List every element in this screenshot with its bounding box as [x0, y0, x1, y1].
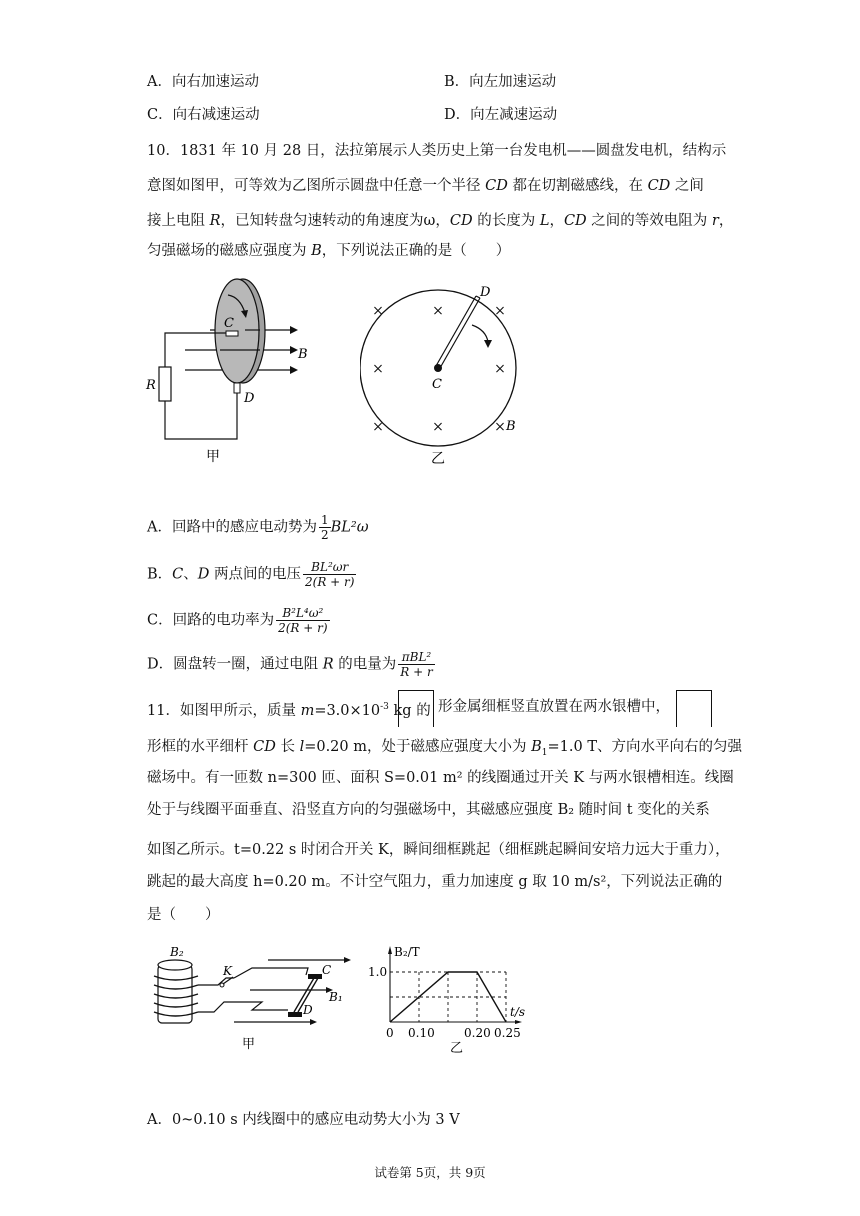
graph-ytick: 1.0 — [368, 965, 388, 979]
svg-text:×: × — [494, 361, 506, 377]
jia-label-r: R — [146, 378, 156, 393]
q10-stem-line1: 10．1831 年 10 月 28 日，法拉第展示人类历史上第一台发电机——圆盘发电机，结构示 — [147, 143, 727, 159]
jia-caption: 甲 — [206, 449, 220, 465]
graph-xtick-1: 0.10 — [408, 1026, 435, 1040]
q10-figure-jia — [140, 275, 320, 470]
graph-xtick-0: 0 — [386, 1026, 394, 1040]
jia-label-b: B — [298, 347, 308, 362]
q11-figure-yi-graph — [360, 940, 540, 1055]
svg-text:×: × — [494, 419, 506, 435]
graph-xtick-2: 0.20 — [464, 1026, 491, 1040]
graph-xtick-3: 0.25 — [494, 1026, 521, 1040]
q11-label-b2: B₂ — [170, 945, 184, 959]
q11-label-c: C — [322, 963, 332, 977]
q11-option-a: A．0~0.10 s 内线圈中的感应电动势大小为 3 V — [147, 1112, 460, 1128]
inverted-u-frame-icon-2 — [676, 690, 712, 727]
jia-label-c: C — [224, 316, 234, 331]
yi-label-d: D — [480, 285, 491, 300]
svg-text:×: × — [372, 419, 384, 435]
q11-stem-line5: 如图乙所示。t=0.22 s 时闭合开关 K，瞬间细框跳起（细框跳起瞬间安培力远大于重力）， — [147, 842, 730, 858]
q10-stem-line2: 意图如图甲，可等效为乙图所示圆盘中任意一个半径 CD 都在切割磁感线，在 CD 之间 — [147, 178, 704, 194]
q11-label-d: D — [303, 1003, 313, 1017]
graph-xlabel: t/s — [510, 1005, 526, 1019]
q11-stem-line1-tail: 形金属细框竖直放置在两水银槽中， — [438, 699, 670, 715]
page-footer: 试卷第 5页，共 9页 — [374, 1165, 486, 1180]
q11-stem-line1: 11．如图甲所示，质量 $m=3.0\times 10^{-3}$ kg 的 — [147, 702, 431, 719]
q11-label-b1: B₁ — [329, 990, 343, 1004]
q11-stem-line2: 形框的水平细杆 CD 长 l=0.20 m，处于磁感应强度大小为 $B_1=1.0$ T、方向水平向右的匀强 — [147, 739, 742, 758]
yi-caption: 乙 — [431, 451, 445, 467]
q11-stem-line4: 处于与线圈平面垂直、沿竖直方向的匀强磁场中，其磁感应强度 B₂ 随时间 t 变化的关系 — [147, 802, 710, 818]
q10-option-b: B．C、D 两点间的电压 $\frac{\text{BL²ωr}}{2(R + r)}$ — [147, 560, 355, 589]
q10-option-a: A．回路中的感应电动势为 $\frac{1}{2}$ BL²ω — [147, 513, 369, 542]
jia-label-d: D — [244, 391, 255, 406]
yi-label-b: B — [506, 419, 516, 434]
svg-text:×: × — [372, 361, 384, 377]
svg-text:×: × — [494, 303, 506, 319]
q9-option-c: C．向右减速运动 — [147, 107, 260, 123]
inverted-u-frame-icon — [398, 690, 434, 727]
svg-text:×: × — [432, 303, 444, 319]
graph-ylabel: B₂/T — [394, 945, 420, 959]
q11-yi-caption: 乙 — [450, 1041, 464, 1055]
q11-stem-line3: 磁场中。有一匝数 n=300 匝、面积 S=0.01 m² 的线圈通过开关 K 与两水银槽相连。线圈 — [147, 770, 734, 786]
q10-stem-line4: 匀强磁场的磁感应强度为 B，下列说法正确的是（ ） — [147, 243, 511, 259]
q10-stem-line3: 接上电阻 R，已知转盘匀速转动的角速度为ω，CD 的长度为 L，CD 之间的等效电阻为 r， — [147, 213, 734, 229]
q11-jia-caption: 甲 — [242, 1037, 256, 1052]
svg-text:×: × — [372, 303, 384, 319]
q9-option-a: A．向右加速运动 — [147, 74, 259, 90]
q9-option-b: B．向左加速运动 — [444, 74, 557, 90]
svg-text:×: × — [432, 419, 444, 435]
q11-figure-jia — [148, 940, 358, 1055]
q9-option-d: D．向左减速运动 — [444, 107, 558, 123]
q10-option-c: C．回路的电功率为 $\frac{\text{B²L⁴ω²}}{2(R + r)}$ — [147, 606, 328, 635]
q10-option-d: D．圆盘转一圈，通过电阻 R 的电量为 $\frac{\text{πBL²}}{R + r}$ — [147, 650, 433, 679]
q11-label-k: K — [223, 964, 232, 978]
q11-stem-line7: 是（ ） — [147, 907, 220, 923]
q11-stem-line6: 跳起的最大高度 h=0.20 m。不计空气阻力，重力加速度 g 取 10 m/s²，下列说法正确的 — [147, 874, 723, 890]
yi-label-c: C — [432, 377, 442, 392]
q10-figure-yi — [360, 280, 520, 475]
